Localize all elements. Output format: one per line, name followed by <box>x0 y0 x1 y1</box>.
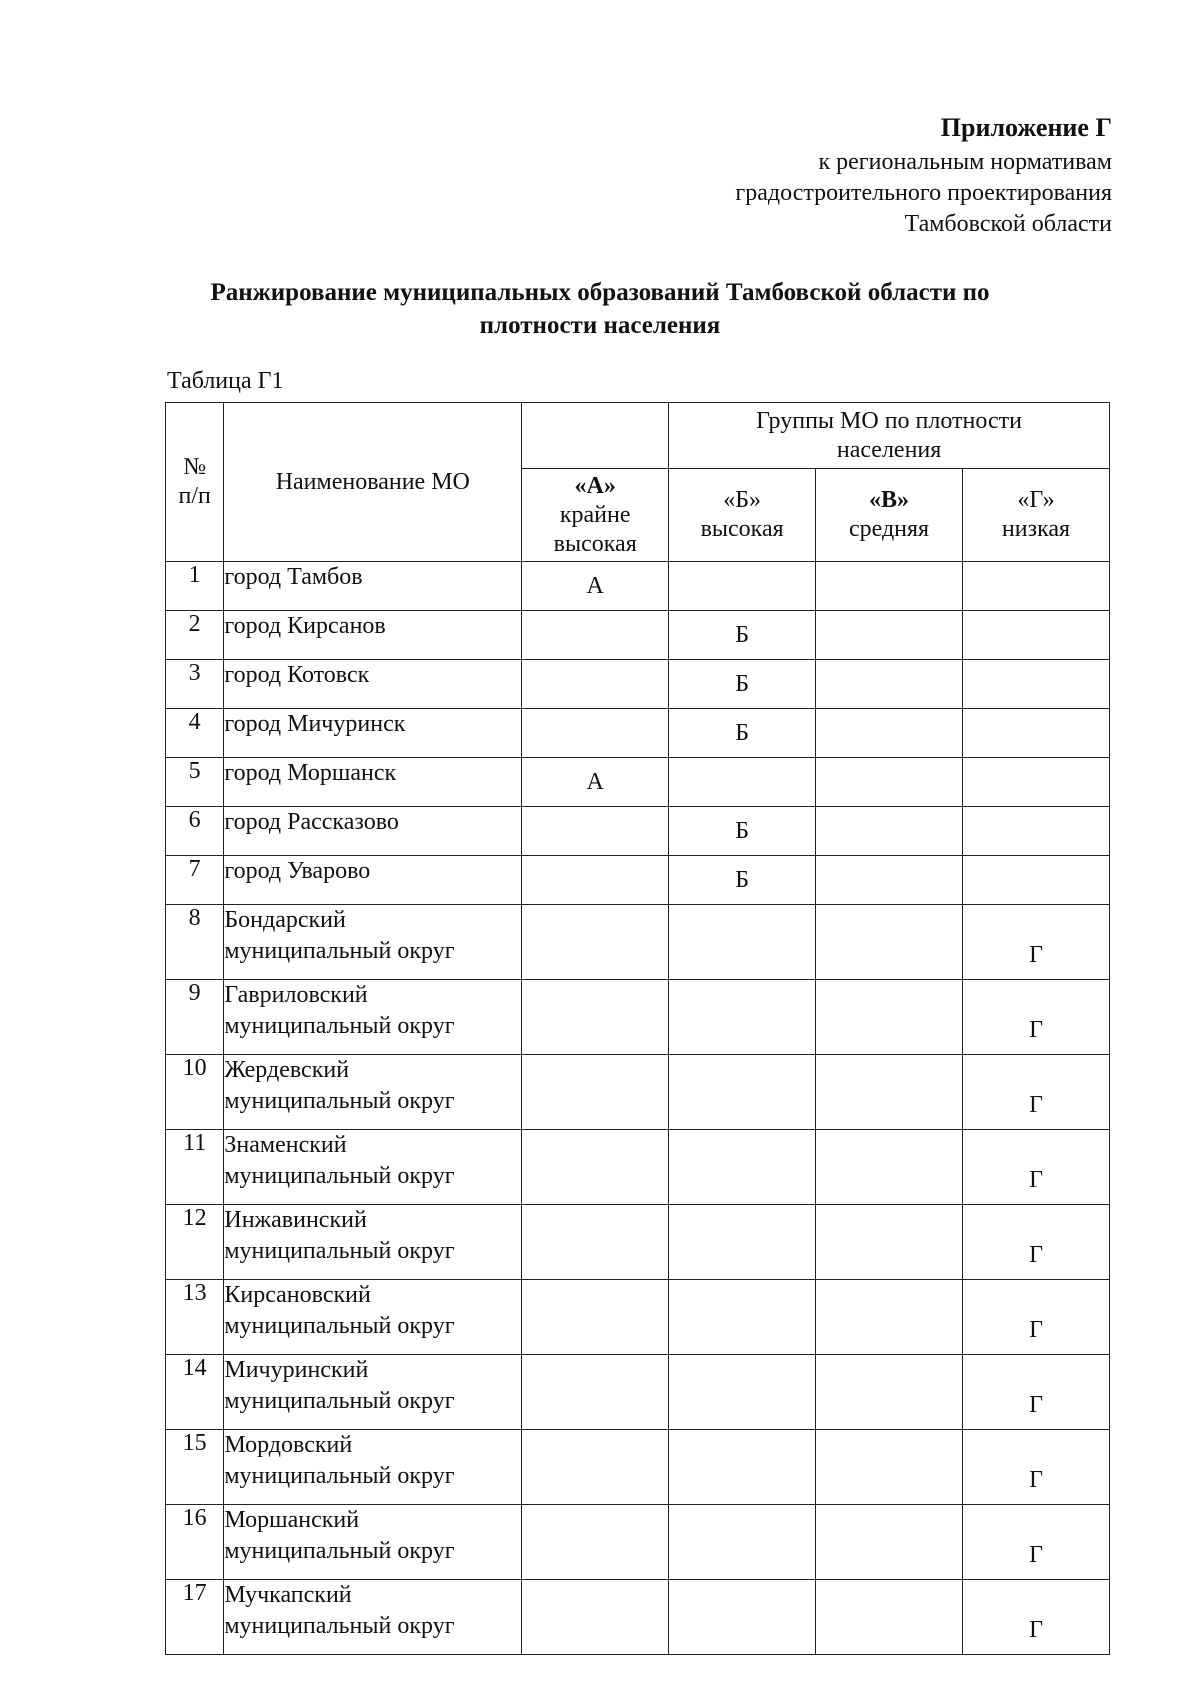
header-num-line: п/п <box>178 483 211 509</box>
row-number: 10 <box>166 1055 224 1130</box>
row-number: 9 <box>166 980 224 1055</box>
header-group-b <box>669 469 816 562</box>
row-name-line: город Мичуринск <box>224 711 406 737</box>
group-cell-a <box>522 980 669 1055</box>
group-cell-b <box>669 758 816 807</box>
row-name-line: муниципальный округ <box>224 1238 455 1264</box>
appendix-line: градостроительного проектирования <box>735 180 1112 206</box>
row-number: 1 <box>166 562 224 611</box>
group-cell-v <box>816 1355 963 1430</box>
group-cell-b <box>669 1280 816 1355</box>
group-cell-v <box>816 807 963 856</box>
group-cell-b <box>669 1130 816 1205</box>
row-number: 3 <box>166 660 224 709</box>
group-cell-g: Г <box>963 1055 1110 1130</box>
group-cell-b <box>669 905 816 980</box>
row-name-line: муниципальный округ <box>224 1163 455 1189</box>
group-cell-v <box>816 1580 963 1655</box>
row-number: 7 <box>166 856 224 905</box>
table-row <box>166 562 1110 611</box>
row-number: 14 <box>166 1355 224 1430</box>
row-name <box>224 1505 522 1580</box>
row-number: 5 <box>166 758 224 807</box>
table-row <box>166 611 1110 660</box>
group-desc: высокая <box>553 530 637 557</box>
table-row <box>166 1580 1110 1655</box>
group-cell-v <box>816 1280 963 1355</box>
group-cell-v <box>816 611 963 660</box>
header-name: Наименование МО <box>224 403 522 562</box>
row-name-line: Жердевский <box>224 1057 350 1083</box>
row-name <box>224 807 522 856</box>
row-name <box>224 980 522 1055</box>
group-cell-a <box>522 1130 669 1205</box>
row-name <box>224 611 522 660</box>
group-cell-v <box>816 709 963 758</box>
row-name-line: муниципальный округ <box>224 1538 455 1564</box>
document-title-line: Ранжирование муниципальных образований Тамбовской области по <box>210 279 990 306</box>
header-group-a <box>522 469 669 562</box>
document-title-line: плотности населения <box>479 312 721 339</box>
row-name-line: муниципальный округ <box>224 1613 455 1639</box>
table-header-row <box>166 403 1110 469</box>
group-cell-b <box>669 1505 816 1580</box>
group-cell-a <box>522 1280 669 1355</box>
row-name <box>224 1055 522 1130</box>
group-cell-a <box>522 709 669 758</box>
group-cell-v <box>816 1055 963 1130</box>
group-cell-a <box>522 1055 669 1130</box>
row-name <box>224 1430 522 1505</box>
row-name-line: Кирсановский <box>224 1282 371 1308</box>
group-cell-a <box>522 1205 669 1280</box>
row-name <box>224 1355 522 1430</box>
document-title <box>130 276 1070 342</box>
row-name-line: город Тамбов <box>224 564 363 590</box>
row-name-line: муниципальный округ <box>224 1313 455 1339</box>
group-cell-a <box>522 660 669 709</box>
group-cell-a: А <box>522 562 669 611</box>
row-name-line: Мичуринский <box>224 1357 369 1383</box>
table-row <box>166 709 1110 758</box>
group-cell-v <box>816 980 963 1055</box>
group-cell-g: Г <box>963 980 1110 1055</box>
group-cell-g: Г <box>963 1280 1110 1355</box>
group-letter: «Б» <box>723 487 761 513</box>
table-row <box>166 1430 1110 1505</box>
group-cell-b <box>669 1430 816 1505</box>
row-name-line: муниципальный округ <box>224 1388 455 1414</box>
row-name-line: Гавриловский <box>224 982 368 1008</box>
group-cell-v <box>816 562 963 611</box>
row-name <box>224 905 522 980</box>
group-cell-v <box>816 1130 963 1205</box>
group-cell-a <box>522 1505 669 1580</box>
row-name-line: город Котовск <box>224 662 370 688</box>
group-cell-a <box>522 807 669 856</box>
appendix-header <box>735 112 1112 240</box>
group-cell-g <box>963 660 1110 709</box>
row-number: 12 <box>166 1205 224 1280</box>
row-name-line: муниципальный округ <box>224 1088 455 1114</box>
group-cell-b <box>669 1355 816 1430</box>
ranking-table <box>165 402 1110 1655</box>
group-letter: «Г» <box>1017 487 1055 513</box>
group-cell-g <box>963 856 1110 905</box>
row-name-line: Моршанский <box>224 1507 360 1533</box>
table-row <box>166 1280 1110 1355</box>
row-name-line: Инжавинский <box>224 1207 367 1233</box>
row-name-line: Мордовский <box>224 1432 353 1458</box>
row-number: 2 <box>166 611 224 660</box>
group-cell-b: Б <box>669 660 816 709</box>
group-cell-a <box>522 905 669 980</box>
table-row <box>166 1355 1110 1430</box>
group-cell-a <box>522 1430 669 1505</box>
group-desc: высокая <box>700 516 784 542</box>
table-caption: Таблица Г1 <box>167 368 284 394</box>
group-desc: средняя <box>848 516 930 542</box>
row-name-line: город Кирсанов <box>224 613 386 639</box>
row-name-line: муниципальный округ <box>224 1013 455 1039</box>
row-name <box>224 1130 522 1205</box>
appendix-line: к региональным нормативам <box>818 149 1112 175</box>
group-cell-v <box>816 1205 963 1280</box>
table-row <box>166 807 1110 856</box>
table-row <box>166 660 1110 709</box>
header-empty <box>522 403 669 469</box>
group-cell-b <box>669 1055 816 1130</box>
row-number: 16 <box>166 1505 224 1580</box>
group-cell-b: Б <box>669 611 816 660</box>
row-number: 17 <box>166 1580 224 1655</box>
row-name <box>224 660 522 709</box>
row-number: 4 <box>166 709 224 758</box>
group-cell-g: Г <box>963 1130 1110 1205</box>
group-cell-g <box>963 611 1110 660</box>
row-name <box>224 1580 522 1655</box>
group-cell-b <box>669 980 816 1055</box>
group-desc: низкая <box>1001 516 1071 542</box>
group-cell-g: Г <box>963 1355 1110 1430</box>
table-row <box>166 758 1110 807</box>
row-name-line: город Рассказово <box>224 809 399 835</box>
group-cell-g <box>963 758 1110 807</box>
header-groups-title-line: Группы МО по плотности <box>756 407 1022 434</box>
group-cell-g <box>963 709 1110 758</box>
group-cell-a: А <box>522 758 669 807</box>
group-cell-v <box>816 1505 963 1580</box>
header-groups-title-line: населения <box>836 436 942 463</box>
header-group-g <box>963 469 1110 562</box>
row-name-line: город Моршанск <box>224 760 397 786</box>
group-cell-b: Б <box>669 856 816 905</box>
group-cell-b: Б <box>669 709 816 758</box>
row-name <box>224 562 522 611</box>
header-group-v <box>816 469 963 562</box>
table-row <box>166 980 1110 1055</box>
group-cell-g: Г <box>963 1505 1110 1580</box>
table-row <box>166 905 1110 980</box>
group-cell-v <box>816 1430 963 1505</box>
group-cell-a <box>522 856 669 905</box>
row-name <box>224 1205 522 1280</box>
table-body <box>166 562 1110 1655</box>
group-cell-g: Г <box>963 1580 1110 1655</box>
group-cell-a <box>522 1355 669 1430</box>
group-cell-b <box>669 1205 816 1280</box>
table-row <box>166 1205 1110 1280</box>
row-name-line: муниципальный округ <box>224 938 455 964</box>
row-name-line: муниципальный округ <box>224 1463 455 1489</box>
table-row <box>166 856 1110 905</box>
group-cell-v <box>816 856 963 905</box>
row-name <box>224 709 522 758</box>
group-cell-g <box>963 562 1110 611</box>
table-row <box>166 1055 1110 1130</box>
group-cell-v <box>816 905 963 980</box>
group-cell-b: Б <box>669 807 816 856</box>
group-cell-a <box>522 1580 669 1655</box>
row-name <box>224 1280 522 1355</box>
row-name <box>224 856 522 905</box>
group-cell-b <box>669 562 816 611</box>
group-cell-g <box>963 807 1110 856</box>
group-letter: «А» <box>574 472 616 499</box>
group-desc: крайне <box>559 501 631 528</box>
row-name-line: город Уварово <box>224 858 371 884</box>
row-name-line: Знаменский <box>224 1132 347 1158</box>
group-letter: «В» <box>869 487 910 513</box>
row-number: 8 <box>166 905 224 980</box>
group-cell-g: Г <box>963 1205 1110 1280</box>
row-number: 11 <box>166 1130 224 1205</box>
header-groups-title <box>669 403 1110 469</box>
appendix-line: Тамбовской области <box>904 211 1112 237</box>
row-name <box>224 758 522 807</box>
group-cell-a <box>522 611 669 660</box>
group-cell-v <box>816 758 963 807</box>
row-name-line: Бондарский <box>224 907 346 933</box>
header-num-line: № <box>183 454 207 480</box>
row-number: 15 <box>166 1430 224 1505</box>
table-row <box>166 1505 1110 1580</box>
row-number: 6 <box>166 807 224 856</box>
group-cell-b <box>669 1580 816 1655</box>
row-number: 13 <box>166 1280 224 1355</box>
appendix-title: Приложение Г <box>940 113 1112 142</box>
header-num <box>166 403 224 562</box>
group-cell-g: Г <box>963 905 1110 980</box>
group-cell-g: Г <box>963 1430 1110 1505</box>
group-cell-v <box>816 660 963 709</box>
row-name-line: Мучкапский <box>224 1582 352 1608</box>
table-row <box>166 1130 1110 1205</box>
